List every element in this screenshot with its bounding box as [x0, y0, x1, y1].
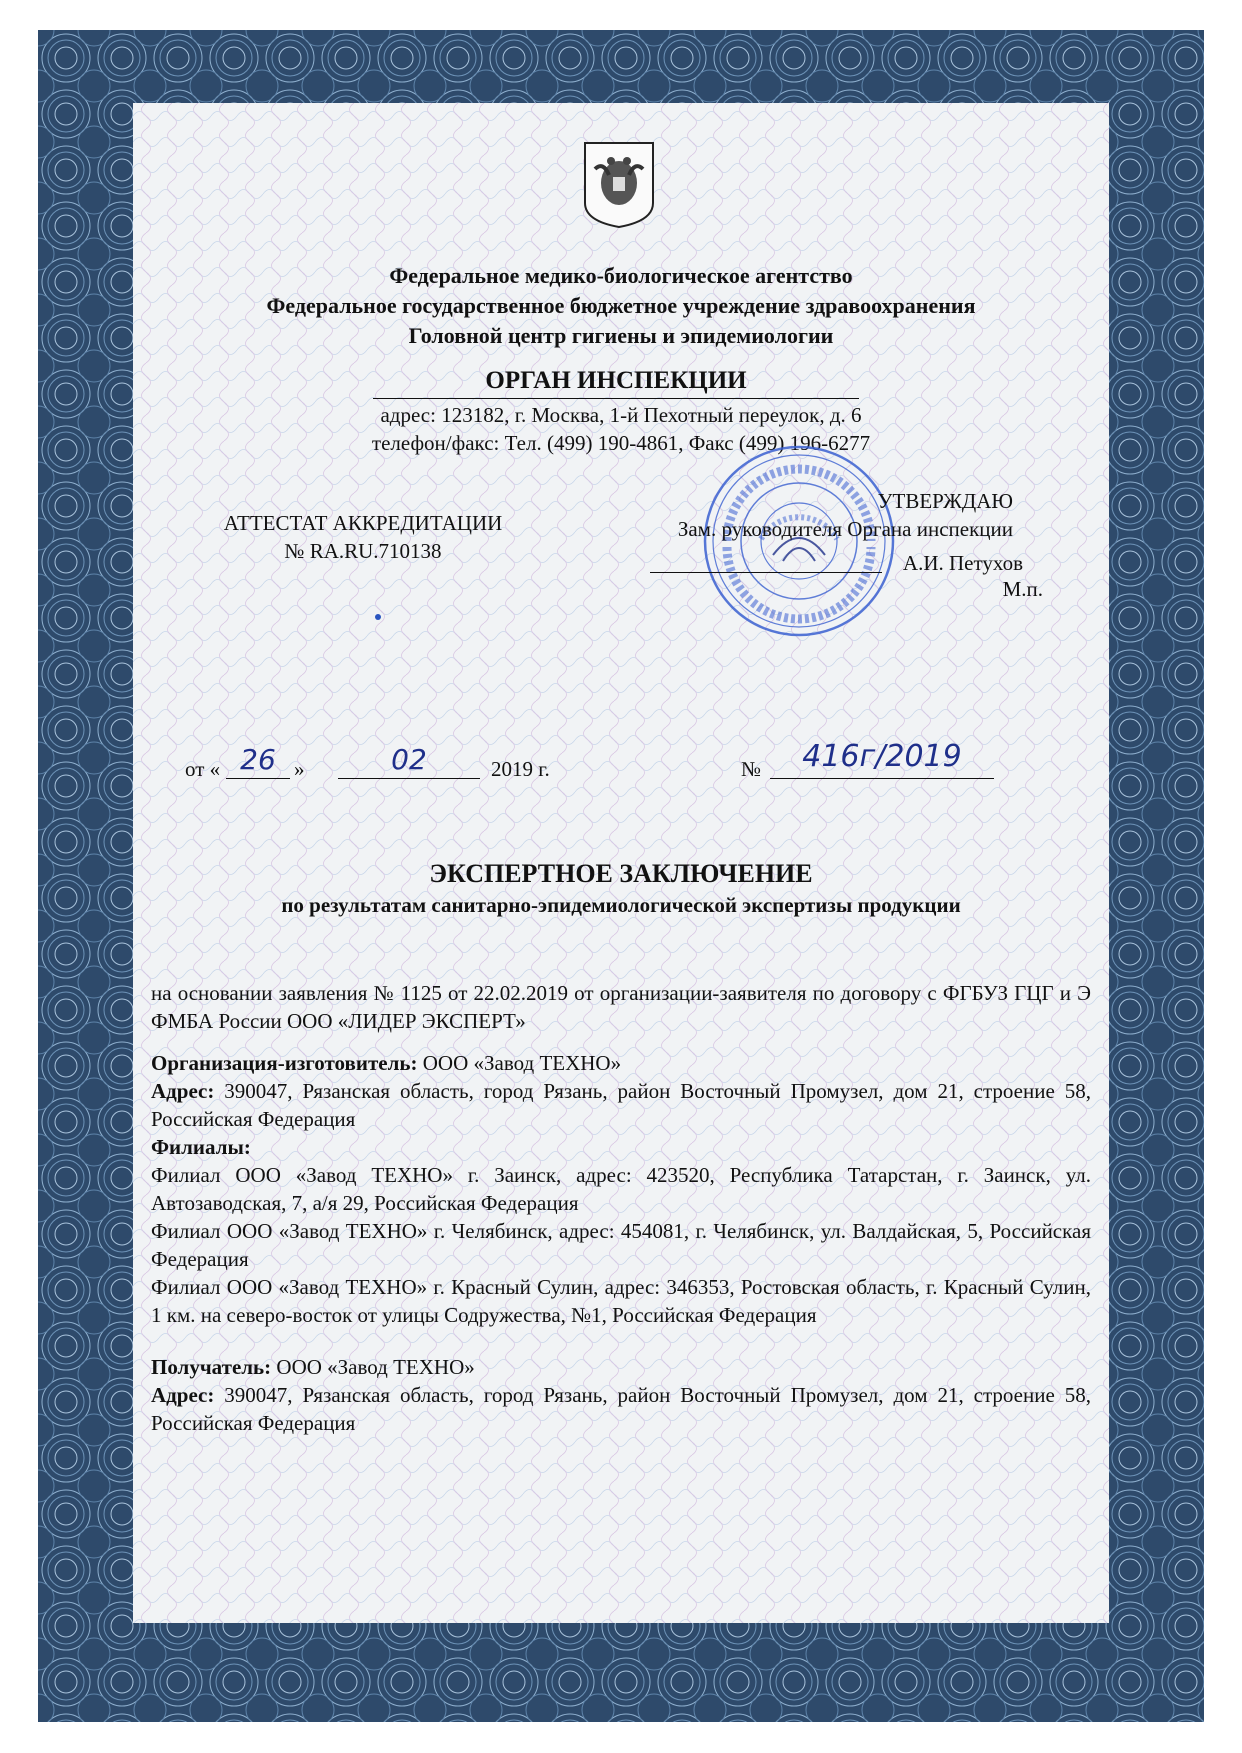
accreditation-label: АТТЕСТАТ АККРЕДИТАЦИИ	[223, 511, 503, 535]
address-label: Адрес:	[151, 1079, 215, 1103]
approver-position: Зам. руководителя Органа инспекции	[677, 517, 1013, 541]
document-subtitle: по результатам санитарно-эпидемиологической экспертизы продукции	[281, 893, 961, 917]
date-month: 02	[391, 743, 427, 776]
inspection-body-contacts: телефон/факс: Тел. (499) 190-4861, Факс (499) 196-6277	[371, 431, 871, 455]
number-underline	[770, 778, 994, 779]
center-name: Головной центр гигиены и эпидемиологии	[408, 323, 834, 348]
institution-name: Федеральное государственное бюджетное учреждение здравоохранения	[266, 293, 976, 318]
doc-number: 416г/2019	[802, 739, 962, 774]
branch-chelyabinsk: Филиал ООО «Завод ТЕХНО» г. Челябинск, адрес: 454081, г. Челябинск, ул. Валдайская, 5, Российская Федерация	[151, 1219, 1091, 1271]
recipient-line	[151, 1353, 1091, 1381]
date-prefix: от «	[185, 757, 221, 781]
branch-zainsk: Филиал ООО «Завод ТЕХНО» г. Заинск, адрес: 423520, Республика Татарстан, г. Заинск, ул. Автозаводская, 7, а/я 29, Российская Федерация	[151, 1163, 1091, 1215]
doc-number-prefix: №	[741, 757, 762, 781]
document-sheet	[133, 103, 1109, 1623]
agency-name: Федеральное медико-биологическое агентство	[389, 263, 853, 288]
ink-dot	[375, 614, 381, 620]
recipient-value: ООО «Завод ТЕХНО»	[271, 1355, 475, 1379]
date-day: 26	[240, 743, 276, 776]
recipient-address-label: Адрес:	[151, 1383, 215, 1407]
basis-paragraph	[151, 979, 1091, 1035]
basis-text: на основании заявления № 1125 от 22.02.2019 от организации-заявителя по договору с ФГБУЗ ГЦГ и Э ФМБА России ООО «ЛИДЕР ЭКСПЕРТ»	[151, 981, 1091, 1033]
date-mid: »	[294, 757, 305, 781]
recipient-block	[151, 1353, 1091, 1437]
manufacturer-block	[151, 1049, 1091, 1329]
branch-krasny-sulin: Филиал ООО «Завод ТЕХНО» г. Красный Сулин, адрес: 346353, Ростовская область, г. Красный Сулин, 1 км. на северо-восток от улицы Содружества, №1, Российская Федерация	[151, 1275, 1091, 1327]
title-underline	[373, 398, 859, 399]
security-border	[38, 30, 1204, 1722]
seal-place: М.п.	[1002, 577, 1043, 601]
manufacturer-address: 390047, Рязанская область, город Рязань, район Восточный Промузел, дом 21, строение 58, Российская Федерация	[151, 1079, 1091, 1131]
accreditation-number: № RA.RU.710138	[284, 539, 442, 563]
document-title: ЭКСПЕРТНОЕ ЗАКЛЮЧЕНИЕ	[429, 859, 813, 888]
inspection-body-title: ОРГАН ИНСПЕКЦИИ	[485, 367, 747, 394]
approve-heading: УТВЕРЖДАЮ	[877, 489, 1013, 513]
inspection-body-address: адрес: 123182, г. Москва, 1-й Пехотный переулок, д. 6	[380, 403, 862, 427]
manufacturer-address-line	[151, 1077, 1091, 1133]
recipient-address: 390047, Рязанская область, город Рязань, район Восточный Промузел, дом 21, строение 58, Российская Федерация	[151, 1383, 1091, 1435]
manufacturer-line	[151, 1049, 1091, 1077]
recipient-label: Получатель:	[151, 1355, 272, 1379]
recipient-address-line	[151, 1381, 1091, 1437]
manufacturer-label: Организация-изготовитель:	[151, 1051, 418, 1075]
approver-name: А.И. Петухов	[902, 551, 1023, 575]
branches-label: Филиалы:	[151, 1135, 251, 1159]
date-year: 2019 г.	[491, 757, 550, 781]
coat-of-arms-emblem	[583, 141, 655, 229]
month-underline	[338, 778, 480, 779]
day-underline	[226, 778, 290, 779]
manufacturer-value: ООО «Завод ТЕХНО»	[417, 1051, 622, 1075]
